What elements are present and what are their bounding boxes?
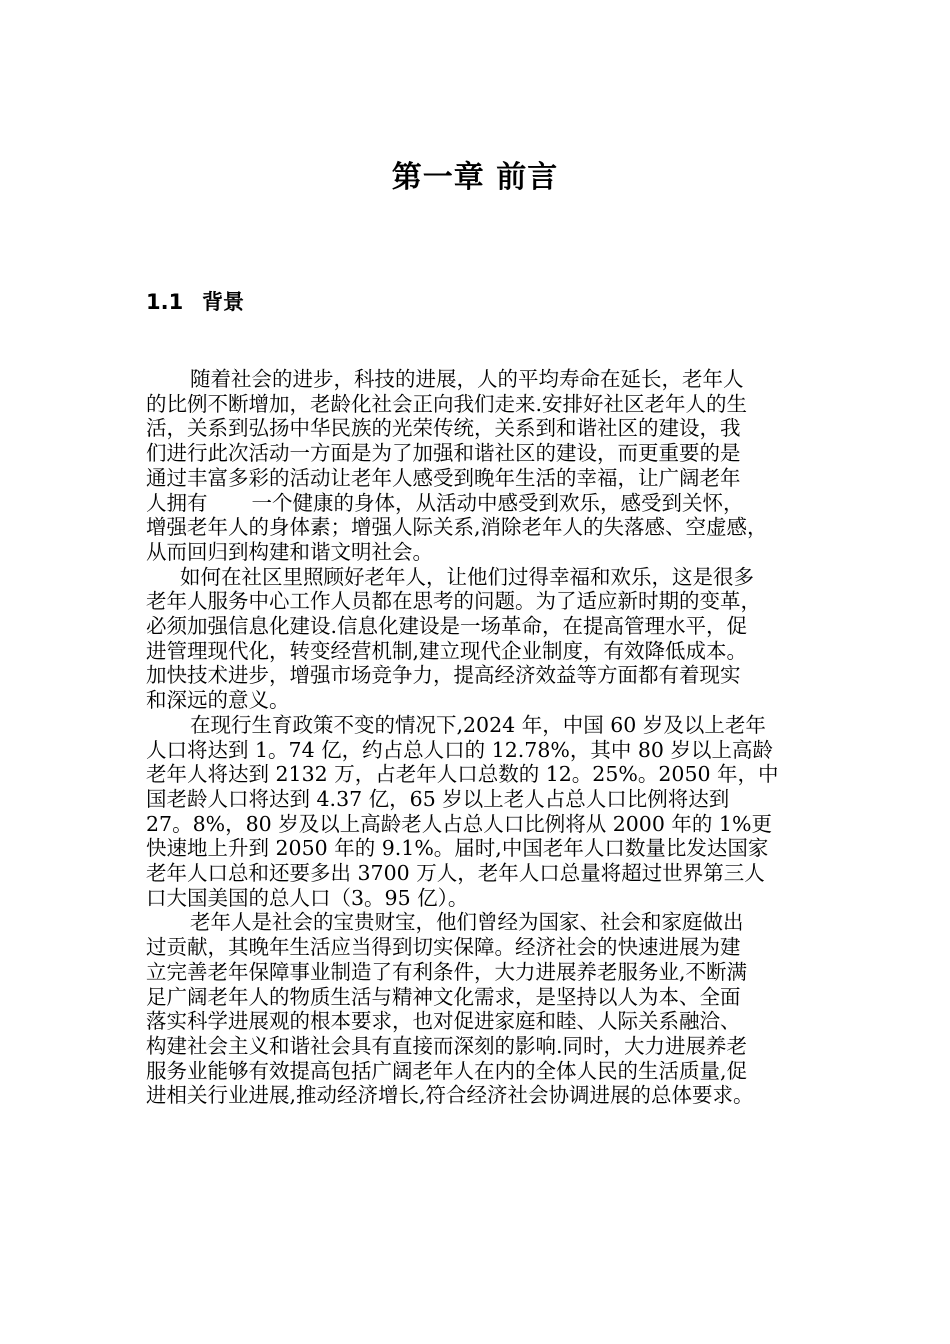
chapter-title: 第一章 前言 (391, 160, 559, 195)
paragraph-line: 服务业能够有效提高包括广阔老年人在内的全体人民的生活质量,促 (146, 1058, 748, 1083)
paragraph-line-part: 一个健康的身体，从活动中感受到欢乐，感受到关怀， (251, 490, 744, 515)
paragraph-1 (146, 367, 836, 565)
paragraph-line: 老年人口总和还要多出 3700 万人，老年人口总量将超过世界第三人 (146, 861, 765, 886)
paragraph-line: 活，关系到弘扬中华民族的光荣传统，关系到和谐社区的建设，我 (146, 416, 741, 441)
paragraph-line: 立完善老年保障事业制造了有利条件，大力进展养老服务业,不断满 (146, 959, 748, 984)
paragraph-line: 落实科学进展观的根本要求，也对促进家庭和睦、人际关系融洽、 (146, 1009, 741, 1034)
paragraph-4 (146, 910, 836, 1108)
paragraph-line: 通过丰富多彩的活动让老年人感受到晚年生活的幸福，让广阔老年 (146, 465, 741, 490)
paragraph-line: 加快技术进步，增强市场竞争力，提高经济效益等方面都有着现实 (146, 663, 741, 688)
paragraph-line: 快速地上升到 2050 年的 9.1%。届时,中国老年人口数量比发达国家 (146, 836, 769, 861)
paragraph-line: 进相关行业进展,推动经济增长,符合经济社会协调进展的总体要求。 (146, 1083, 754, 1108)
paragraph-line: 的比例不断增加，老龄化社会正向我们走来.安排好社区老年人的生 (146, 391, 748, 416)
paragraph-line: 过贡献，其晚年生活应当得到切实保障。经济社会的快速进展为建 (146, 935, 741, 960)
paragraph-2 (146, 565, 836, 713)
paragraph-line: 老年人是社会的宝贵财宝，他们曾经为国家、社会和家庭做出 (190, 910, 744, 935)
paragraph-line: 老年人将达到 2132 万，占老年人口总数的 12。25%。2050 年，中 (146, 762, 779, 787)
paragraph-line: 和深远的意义。 (146, 688, 290, 713)
body-text (146, 367, 836, 1108)
paragraph-line-split (146, 491, 836, 516)
paragraph-line: 增强老年人的身体素；增强人际关系,消除老年人的失落感、空虚感， (146, 515, 768, 540)
paragraph-line: 进管理现代化，转变经营机制,建立现代企业制度，有效降低成本。 (146, 638, 748, 663)
paragraph-line: 国老龄人口将达到 4.37 亿，65 岁以上老人占总人口比例将达到 (146, 786, 730, 811)
paragraph-line: 从而回归到构建和谐文明社会。 (146, 539, 433, 564)
paragraph-line: 人口将达到 1。74 亿，约占总人口的 12.78%，其中 80 岁以上高龄 (146, 737, 773, 762)
paragraph-line: 如何在社区里照顾好老年人，让他们过得幸福和欢乐，这是很多 (180, 564, 754, 589)
paragraph-line: 老年人服务中心工作人员都在思考的问题。为了适应新时期的变革， (146, 589, 761, 614)
paragraph-line: 必须加强信息化建设.信息化建设是一场革命，在提高管理水平，促 (146, 614, 748, 639)
paragraph-3 (146, 713, 836, 911)
paragraph-line: 随着社会的进步，科技的进展，人的平均寿命在延长，老年人 (190, 367, 744, 391)
paragraph-line: 27。8%，80 岁及以上高龄老人占总人口比例将从 2000 年的 1%更 (146, 811, 772, 836)
paragraph-line-part: 人拥有 (146, 490, 208, 515)
section-number: 1.1 (146, 290, 184, 314)
paragraph-line: 构建社会主义和谐社会具有直接而深刻的影响.同时，大力进展养老 (146, 1033, 748, 1058)
section-title: 背景 (202, 290, 244, 314)
paragraph-line: 足广阔老年人的物质生活与精神文化需求，是坚持以人为本、全面 (146, 984, 741, 1009)
paragraph-line: 口大国美国的总人口（3。95 亿）。 (146, 885, 469, 910)
paragraph-line: 在现行生育政策不变的情况下,2024 年，中国 60 岁及以上老年 (190, 712, 766, 737)
paragraph-line: 们进行此次活动一方面是为了加强和谐社区的建设，而更重要的是 (146, 441, 741, 466)
section-heading (146, 286, 244, 318)
